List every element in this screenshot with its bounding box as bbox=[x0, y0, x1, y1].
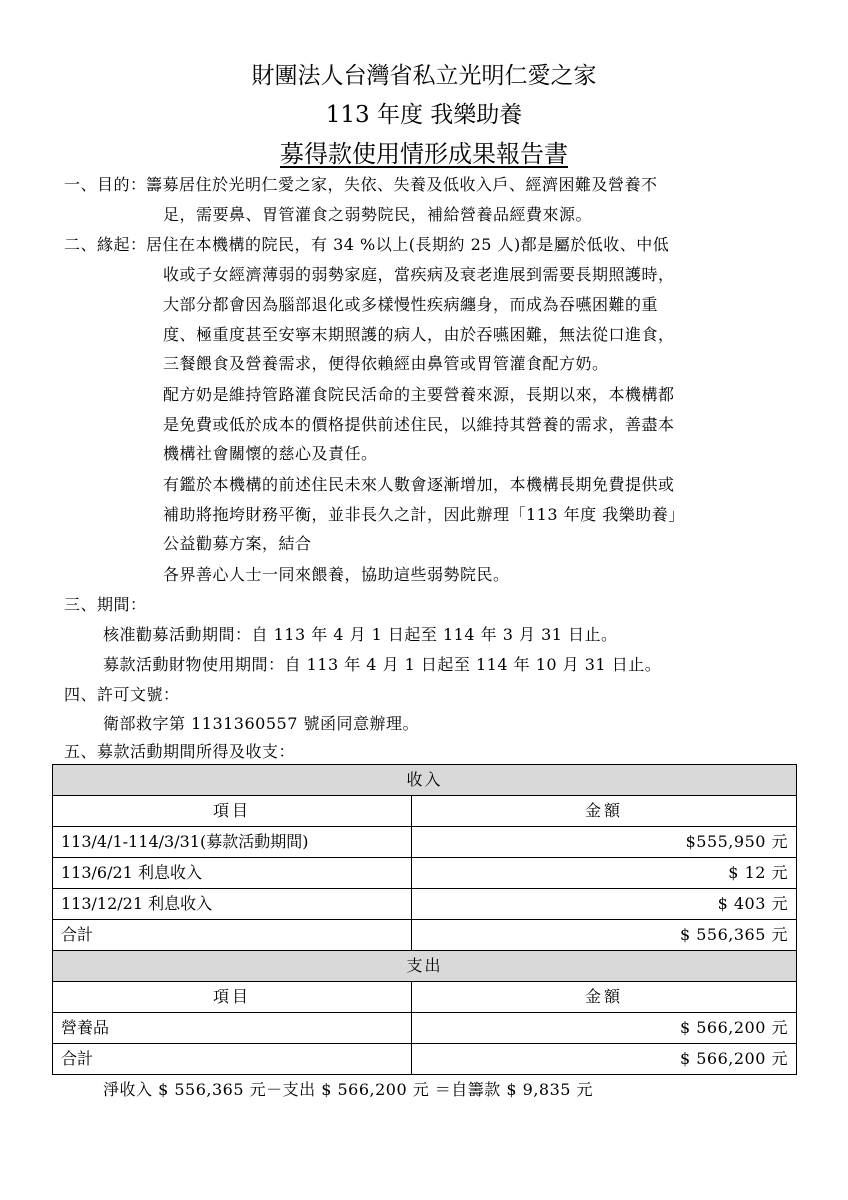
income-expense-table bbox=[52, 764, 797, 1075]
income-amount: $555,950 元 bbox=[412, 827, 797, 858]
origin-label: 二、緣起： bbox=[64, 235, 147, 254]
origin-line: 機構社會關懷的慈心及責任。 bbox=[163, 444, 378, 463]
income-item: 113/4/1-114/3/31(募款活動期間) bbox=[53, 827, 412, 858]
table-row bbox=[53, 889, 797, 920]
permit-label: 四、許可文號： bbox=[64, 685, 180, 704]
net-summary: 淨收入 $ 556,365 元－支出 $ 566,200 元 ＝自籌款 $ 9,835 元 bbox=[103, 1080, 594, 1099]
expense-total-amount: $ 566,200 元 bbox=[412, 1044, 797, 1075]
permit-line: 衛部救字第 1131360557 號函同意辦理。 bbox=[103, 714, 419, 733]
period-line: 募款活動財物使用期間：自 113 年 4 月 1 日起至 114 年 10 月 31 日止。 bbox=[103, 655, 662, 674]
amount-column-header: 金額 bbox=[412, 982, 797, 1013]
amount-column-header: 金額 bbox=[412, 796, 797, 827]
item-column-header: 項目 bbox=[53, 796, 412, 827]
income-amount: $ 12 元 bbox=[412, 858, 797, 889]
expense-total-label: 合計 bbox=[53, 1044, 412, 1075]
origin-line: 收或子女經濟薄弱的弱勢家庭，當疾病及衰老進展到需要長期照護時， bbox=[163, 265, 675, 284]
origin-line: 是免費或低於成本的價格提供前述住民，以維持其營養的需求，善盡本 bbox=[163, 415, 675, 434]
origin-line: 度、極重度甚至安寧末期照護的病人，由於吞嚥困難，無法從口進食， bbox=[163, 325, 675, 344]
purpose-line: 籌募居住於光明仁愛之家，失依、失養及低收入戶、經濟困難及營養不 bbox=[146, 175, 658, 194]
table-row bbox=[53, 920, 797, 951]
origin-line: 公益勸募方案，結合 bbox=[163, 534, 312, 553]
origin-line: 配方奶是維持管路灌食院民活命的主要營養來源，長期以來，本機構都 bbox=[163, 385, 675, 404]
period-label: 三、期間： bbox=[64, 595, 147, 614]
report-title: 募得款使用情形成果報告書 bbox=[280, 140, 568, 168]
finance-label: 五、募款活動期間所得及收支： bbox=[64, 742, 296, 761]
origin-line: 有鑑於本機構的前述住民未來人數會逐漸增加，本機構長期免費提供或 bbox=[163, 475, 675, 494]
income-header: 收入 bbox=[53, 765, 797, 796]
income-total-amount: $ 556,365 元 bbox=[412, 920, 797, 951]
income-item: 113/12/21 利息收入 bbox=[53, 889, 412, 920]
purpose-label: 一、目的： bbox=[64, 175, 147, 194]
period-line: 核准勸募活動期間：自 113 年 4 月 1 日起至 114 年 3 月 31 日止。 bbox=[103, 625, 618, 644]
purpose-line: 足，需要鼻、胃管灌食之弱勢院民，補給營養品經費來源。 bbox=[163, 205, 593, 224]
expense-header: 支出 bbox=[53, 951, 797, 982]
expense-item: 營養品 bbox=[53, 1013, 412, 1044]
origin-line: 大部分都會因為腦部退化或多樣慢性疾病纏身，而成為吞嚥困難的重 bbox=[163, 295, 659, 314]
income-total-label: 合計 bbox=[53, 920, 412, 951]
table-row bbox=[53, 858, 797, 889]
item-column-header: 項目 bbox=[53, 982, 412, 1013]
project-name: 113 年度 我樂助養 bbox=[325, 102, 523, 128]
origin-line: 補助將拖垮財務平衡，並非長久之計，因此辦理「113 年度 我樂助養」 bbox=[163, 505, 685, 524]
origin-line: 居住在本機構的院民，有 34 %以上(長期約 25 人)都是屬於低收、中低 bbox=[146, 235, 670, 254]
org-name: 財團法人台灣省私立光明仁愛之家 bbox=[251, 63, 597, 89]
table-row bbox=[53, 827, 797, 858]
expense-amount: $ 566,200 元 bbox=[412, 1013, 797, 1044]
table-row bbox=[53, 1044, 797, 1075]
income-item: 113/6/21 利息收入 bbox=[53, 858, 412, 889]
origin-line: 三餐餵食及營養需求，便得依賴經由鼻管或胃管灌食配方奶。 bbox=[163, 354, 609, 373]
origin-line: 各界善心人士一同來餵養，協助這些弱勢院民。 bbox=[163, 565, 510, 584]
table-row bbox=[53, 1013, 797, 1044]
income-amount: $ 403 元 bbox=[412, 889, 797, 920]
